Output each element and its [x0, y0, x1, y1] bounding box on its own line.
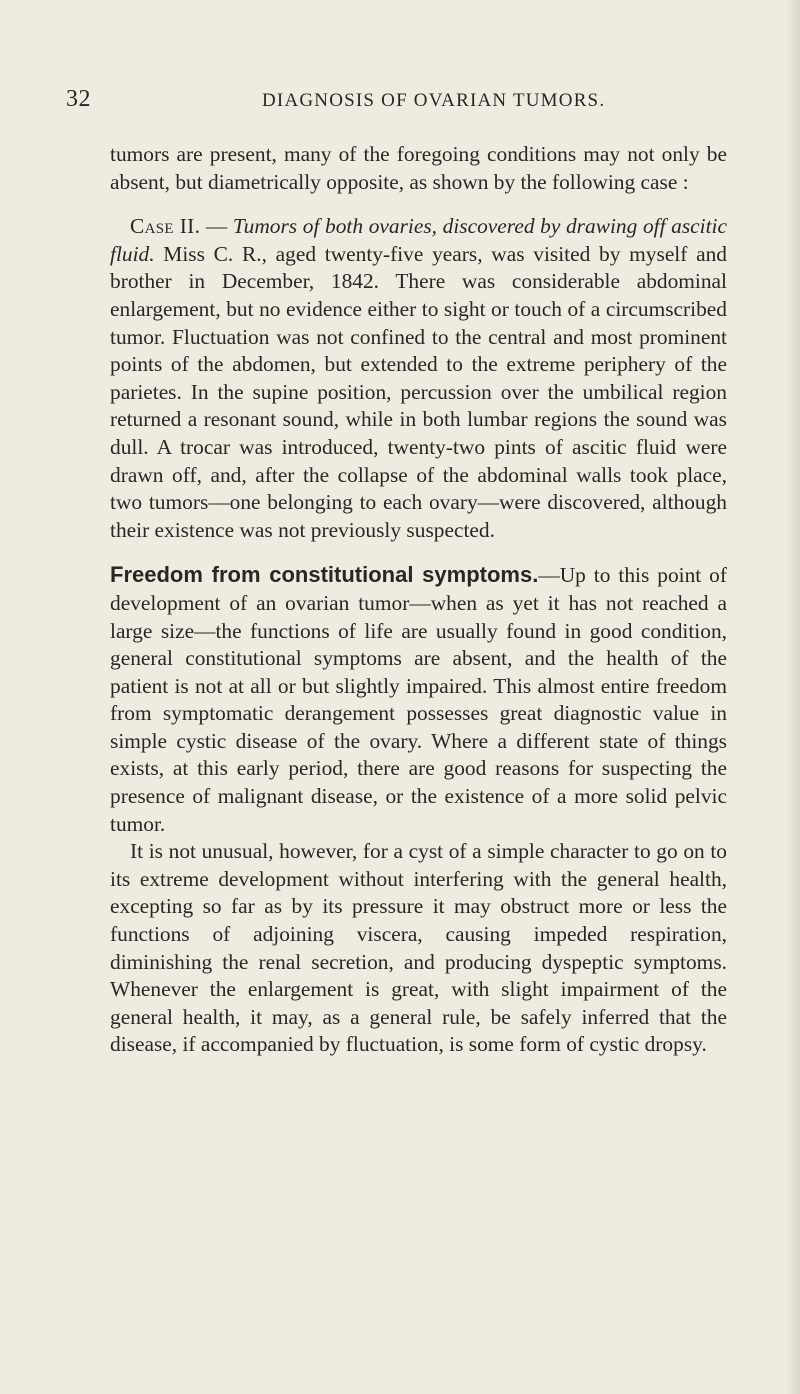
running-title: DIAGNOSIS OF OVARIAN TUMORS.	[262, 90, 606, 111]
section-heading: Freedom from constitutional symptoms.	[110, 562, 539, 588]
running-head	[66, 86, 706, 116]
page-number: 32	[66, 86, 91, 112]
paragraph-continuation: tumors are present, many of the foregoing conditions may not only be absent, but diametrically opposite, as shown by the following case :	[110, 142, 727, 194]
case-ii-paragraph	[110, 213, 727, 544]
case-label: Case II.	[130, 214, 201, 239]
body-text	[110, 141, 727, 1059]
case-title: Tumors of both ovaries, discovered by drawing off ascitic fluid.	[110, 214, 727, 266]
section-paragraph	[110, 561, 727, 838]
page-edge-shadow	[786, 0, 800, 1394]
case-dash: —	[200, 214, 233, 239]
section-body: —Up to this point of development of an ovarian tumor—when as yet it has not reached a large size—the functions of life are usually found in good condition, general constitutional symptoms are absent, and the health of the patient is not at all or but slightly impaired. This almost entire freedom from symptomatic derangement possesses great diagnostic value in simple cystic disease of the ovary. Where a different state of things exists, at this early period, there are good reasons for suspecting the presence of malignant disease, or the existence of a more solid pelvic tumor.	[110, 563, 727, 836]
closing-paragraph: It is not unusual, however, for a cyst of a simple character to go on to its extreme development without interfering with the general health, excepting so far as by its pressure it may obstruct more or less the functions of adjoining viscera, causing impeded respiration, diminishing the renal secretion, and producing dyspeptic symptoms. Whenever the enlargement is great, with slight impairment of the general health, it may, as a general rule, be safely inferred that the disease, if accompanied by fluctuation, is some form of cystic dropsy.	[110, 839, 727, 1057]
case-body: Miss C. R., aged twenty-five years, was visited by myself and brother in December, 1842. There was considerable abdominal enlargement, but no evidence either to sight or touch of a circumscribed tumor. Fluctuation was not confined to the central and most prominent points of the abdomen, but extended to the extreme periphery of the parietes. In the supine position, percussion over the umbilical region returned a resonant sound, while in both lumbar regions the sound was dull. A trocar was introduced, twenty-two pints of ascitic fluid were drawn off, and, after the collapse of the abdominal walls took place, two tumors—one belonging to each ovary—were discovered, although their existence was not previously suspected.	[110, 241, 727, 542]
